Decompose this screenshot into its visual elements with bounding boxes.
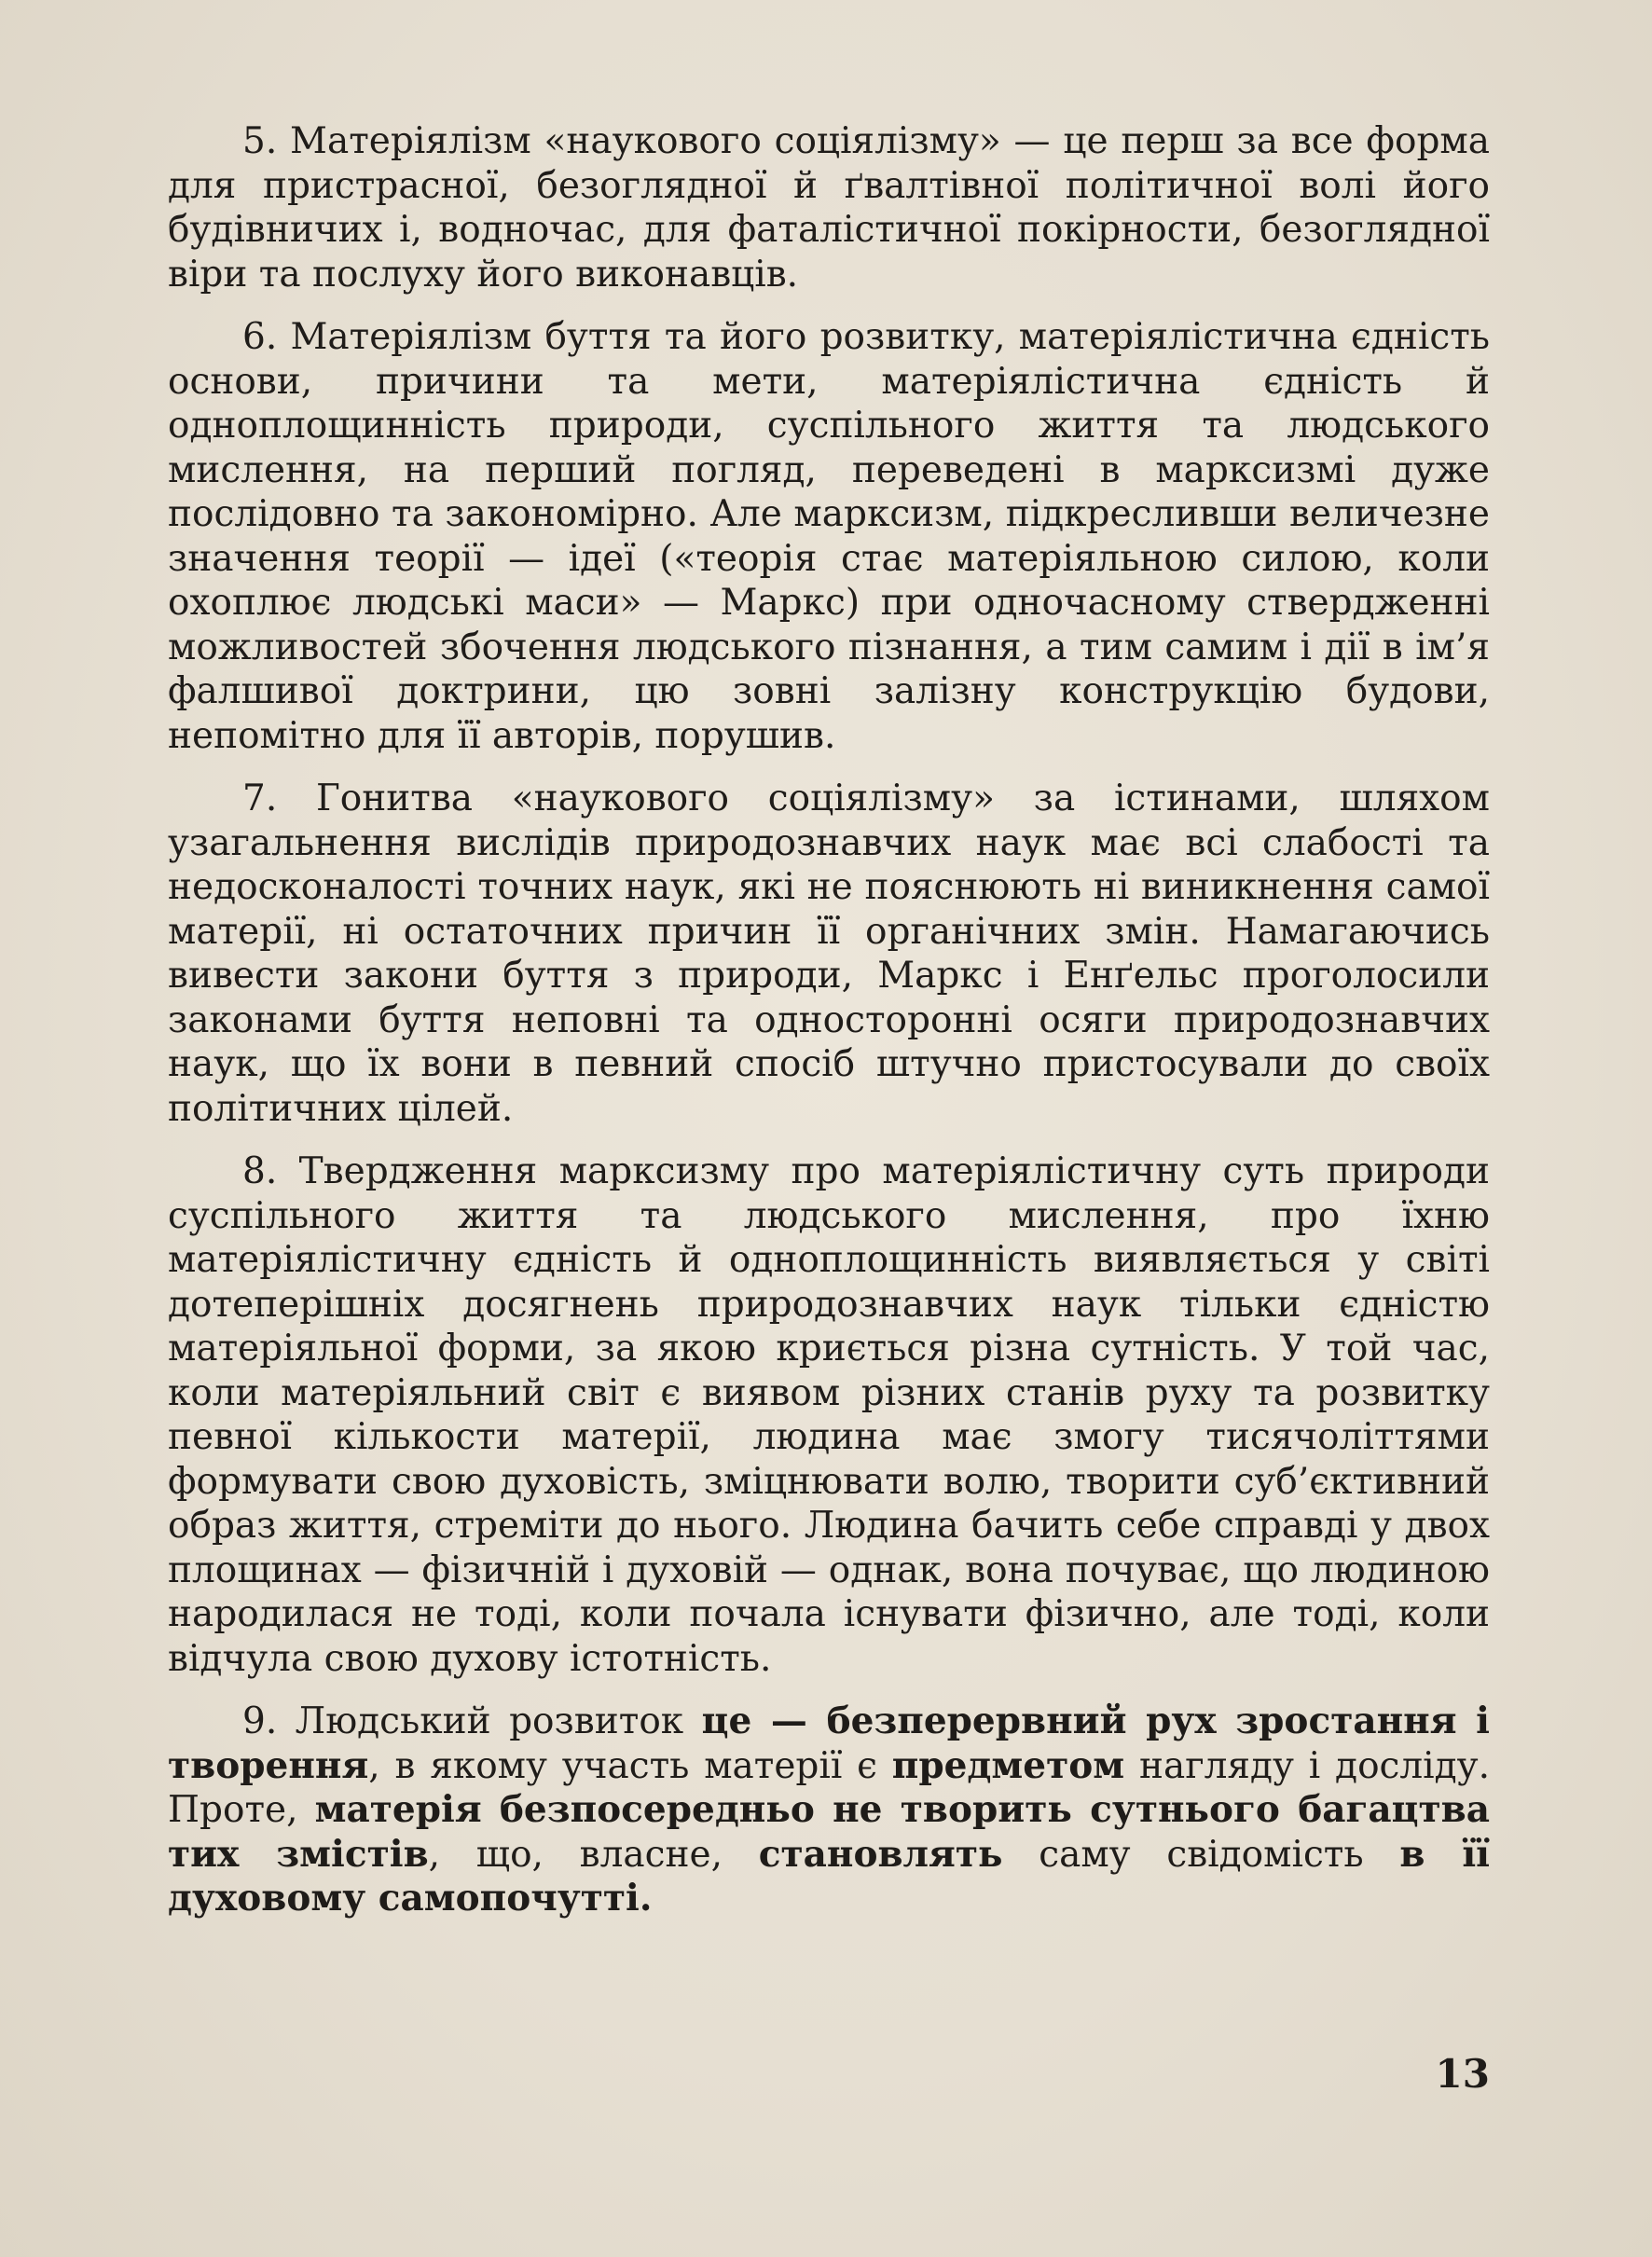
bold-text-run: в її духовому самопочутті. — [168, 1832, 1490, 1920]
text-run: , в якому участь матерії є — [368, 1744, 892, 1787]
page-number: 13 — [1435, 2051, 1490, 2097]
paragraph-9 — [168, 1700, 1490, 1921]
bold-text-run: це — безперервний рух зростання і творення — [168, 1700, 1490, 1787]
text-run: саму свідомість — [1002, 1833, 1400, 1876]
paragraph-6: 6. Матеріялізм буття та його розвитку, матеріялістична єдність основи, причини та мети, матеріялістична єдність й одноплощинність природи, суспільного життя та людського мислення, на перший погляд, переведені в марксизмі дуже послідовно та закономірно. Але марксизм, підкресливши величезне значення теорії — ідеї («теорія стає матеріяльною силою, коли охоплює людські маси» — Маркс) при одночасному ствердженні можливостей збочення людського пізнання, а тим самим і дії в ім’я фалшивої доктрини, цю зовні залізну конструкцію будови, непомітно для її авторів, порушив. — [168, 316, 1490, 757]
bold-text-run: матерія безпосередньо не творить сутнього багацтва тих змістів — [168, 1788, 1491, 1876]
text-run: , що, власне, — [428, 1833, 759, 1876]
main-text — [168, 119, 1490, 1940]
text-run: нагляду і досліду. Проте, — [168, 1744, 1491, 1831]
bold-text-run: предметом — [891, 1743, 1125, 1787]
paragraph-8: 8. Твердження марксизму про матеріялістичну суть природи суспільного життя та людського мислення, про їхню матеріялістичну єдність й одноплощинність виявляється у світі дотеперішніх досягнень природознавчих наук тільки єдністю матеріяльної форми, за якою криється різна сутність. У той час, коли матеріяльний світ є виявом різних станів руху та розвитку певної кількости матерії, людина має змогу тисячоліттями формувати свою духовість, зміцнювати волю, творити суб’єктивний образ життя, стреміти до нього. Людина бачить себе справді у двох площинах — фізичній і духовій — однак, вона почуває, що людиною народилася не тоді, коли почала існувати фізично, але тоді, коли відчула свою духову істотність. — [168, 1150, 1490, 1680]
text-run: 9. Людський розвиток — [242, 1700, 702, 1742]
bold-text-run: становлять — [758, 1832, 1003, 1876]
paragraph-5: 5. Матеріялізм «наукового соціялізму» — це перш за все форма для пристрасної, безоглядної й ґвалтівної політичної волі його будівничих і, водночас, для фаталістичної покірности, безоглядної віри та послуху його виконавців. — [168, 120, 1490, 296]
paragraph-7: 7. Гонитва «наукового соціялізму» за істинами, шляхом узагальнення вислідів природознавчих наук має всі слабості та недосконалості точних наук, які не пояснюють ні виникнення самої матерії, ні остаточних причин її органічних змін. Намагаючись вивести закони буття з природи, Маркс і Енґельс проголосили законами буття неповні та односторонні осяги природознавчих наук, що їх вони в певний спосіб штучно пристосували до своїх політичних цілей. — [168, 778, 1490, 1130]
